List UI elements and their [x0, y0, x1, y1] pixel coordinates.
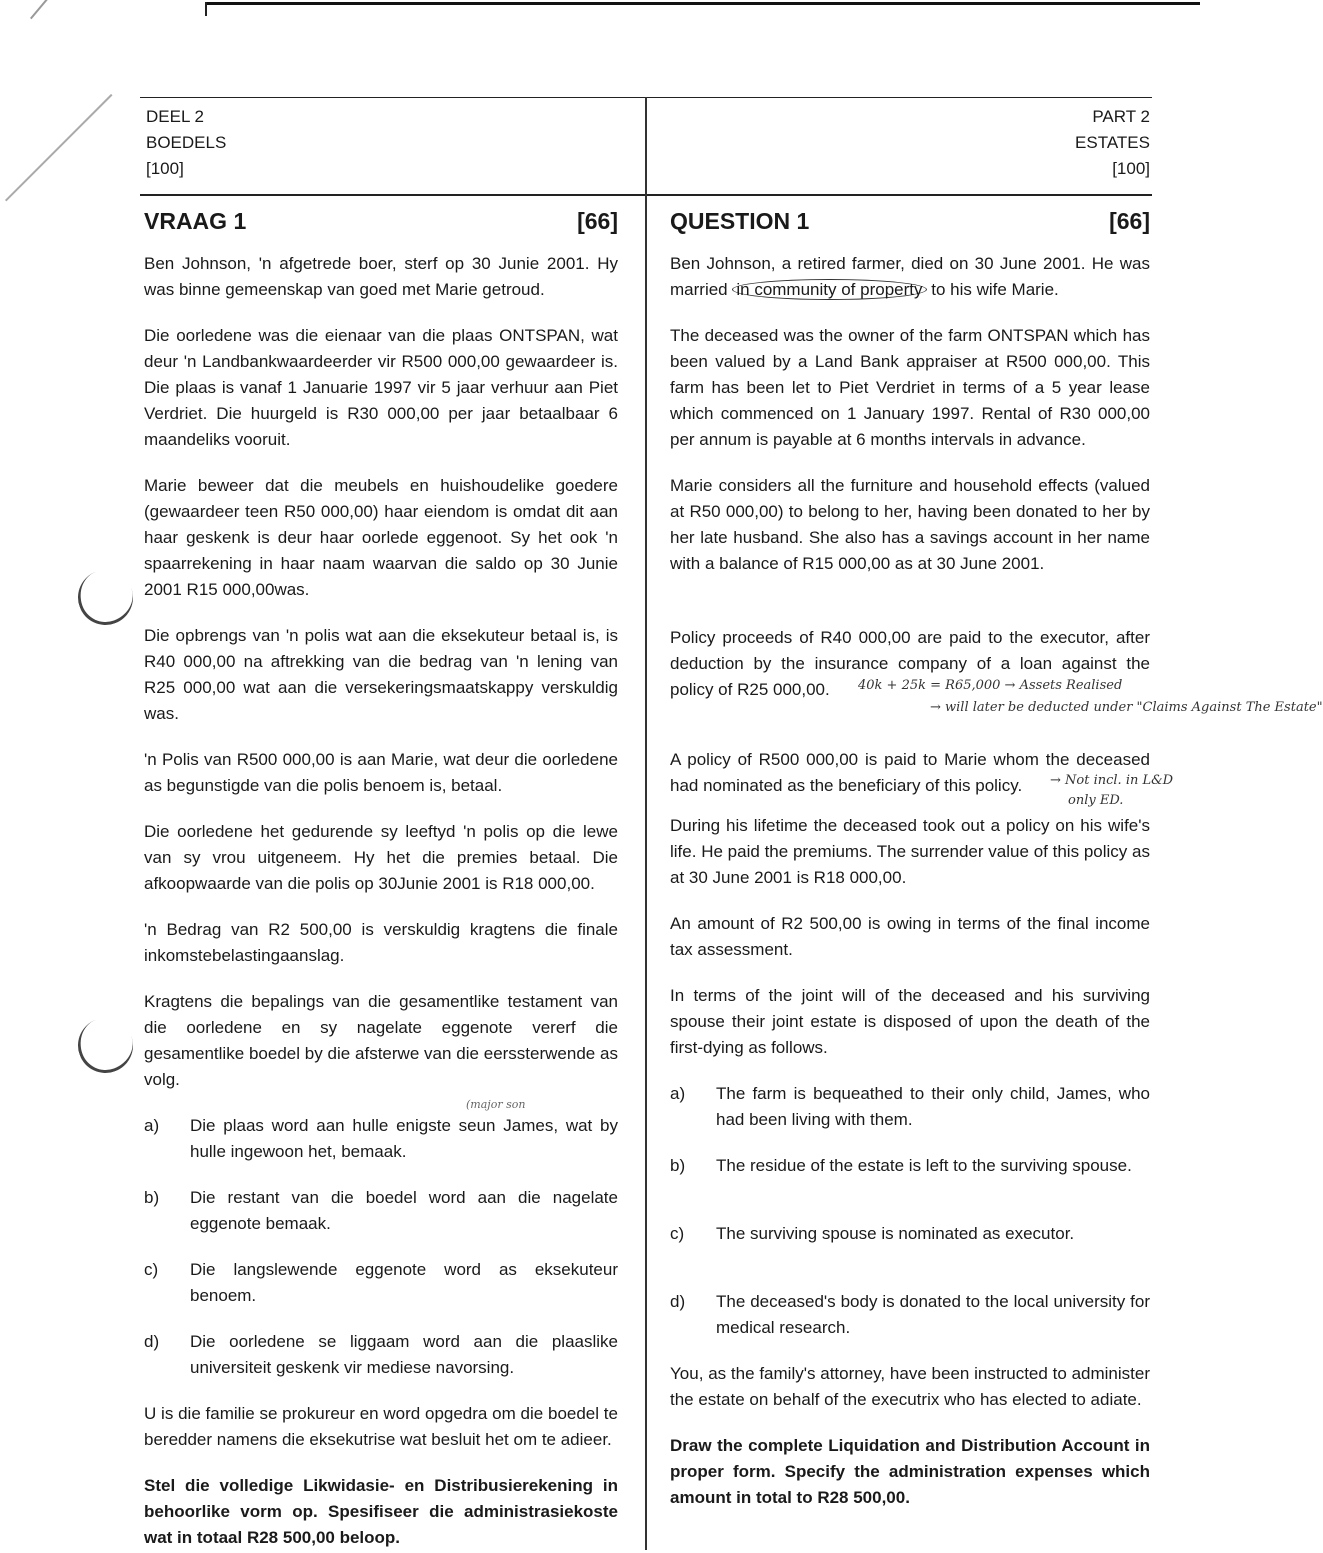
list-item: d) The deceased's body is donated to the local university for medical research. — [670, 1292, 1150, 1337]
paragraph: A policy of R500 000,00 is paid to Marie whom the deceased had nominated as the beneficiary of this policy. — [670, 750, 1150, 795]
bequest-list — [144, 1113, 618, 1381]
paragraph: Die oorledene het gedurende sy leeftyd 'n polis op die lewe van sy vrou uitgeneem. Hy het die premies betaal. Die afkoopwaarde van die polis op 30Junie 2001 is R18 000,00. — [144, 822, 618, 893]
paragraph: The deceased was the owner of the farm ONTSPAN which has been valued by a Land Bank appraiser at R500 000,00. This farm has been let to Piet Verdriet in terms of a 5 year lease which commenced on 1 January 1997. Rental of R30 000,00 per annum is payable at 6 months intervals in advance. — [670, 326, 1150, 449]
paragraph: Die oorledene was die eienaar van die plaas ONTSPAN, wat deur 'n Landbankwaardeerder vir R500 000,00 gewaardeer is. Die plaas is vanaf 1 Januarie 1997 vir 5 jaar verhuur aan Piet Verdriet. Die huurgeld is R30 000,00 per jaar betaalbaar 6 maandeliks vooruit. — [144, 326, 618, 449]
instruction: Draw the complete Liquidation and Distribution Account in proper form. Specify the administration expenses which amount in total to R28 500,00. — [670, 1436, 1150, 1507]
list-item: c) Die langslewende eggenote word as eksekuteur benoem. — [144, 1260, 618, 1305]
paragraph: Ben Johnson, 'n afgetrede boer, sterf op 30 Junie 2001. Hy was binne gemeenskap van goed met Marie getroud. — [144, 254, 618, 299]
handwritten-note: (major son — [466, 1098, 526, 1111]
marks-label: [100] — [1112, 159, 1150, 178]
question-title: VRAAG 1 — [144, 208, 247, 234]
bequest-list — [670, 1081, 1150, 1341]
paragraph: Ben Johnson, a retired farmer, died on 30 June 2001. He was married in community of property to his wife Marie. — [670, 254, 1150, 299]
paragraph: Marie beweer dat die meubels en huishoudelike goedere (gewaardeer teen R50 000,00) haar eiendom is omdat dit aan haar geskenk is deur haar oorlede eggenoot. Sy het ook 'n spaarrekening in haar naam waarvan die saldo op 30 Junie 2001 R15 000,00was. — [144, 476, 618, 599]
page-fold-line-2 — [5, 94, 112, 201]
handwritten-note: → Not incl. in L&D — [1050, 773, 1174, 788]
column-divider — [645, 97, 647, 1550]
question-marks: [66] — [577, 208, 618, 234]
part-label: DEEL 2 — [146, 107, 204, 126]
marks-label: [100] — [146, 159, 184, 178]
paragraph: In terms of the joint will of the deceased and his surviving spouse their joint estate is disposed of upon the death of the first-dying as follows. — [670, 986, 1150, 1057]
question-heading — [144, 208, 618, 235]
paragraph: Die opbrengs van 'n polis wat aan die eksekuteur betaal is, is R40 000,00 na aftrekking van die bedrag van 'n lening van R25 000,00 wat aan die versekeringsmaatskappy verskuldig was. — [144, 626, 618, 723]
punch-hole-mark — [70, 562, 140, 632]
list-item: b) Die restant van die boedel word aan die nagelate eggenote bemaak. — [144, 1188, 618, 1233]
header-right — [1075, 104, 1150, 182]
handwritten-note: 40k + 25k = R65,000 → Assets Realised — [858, 678, 1123, 693]
page-fold-line — [30, 0, 179, 19]
top-tick — [205, 2, 207, 16]
english-column — [670, 208, 1150, 1511]
handwritten-note: only ED. — [1068, 793, 1124, 808]
section-label: ESTATES — [1075, 133, 1150, 152]
list-item: a) The farm is bequeathed to their only child, James, who had been living with them. — [670, 1084, 1150, 1129]
paragraph: 'n Polis van R500 000,00 is aan Marie, wat deur die oorledene as begunstigde van die polis benoem is, betaal. — [144, 750, 618, 795]
circled-phrase: in community of property — [732, 279, 926, 300]
punch-hole-mark — [70, 1010, 140, 1080]
question-title: QUESTION 1 — [670, 208, 810, 234]
list-item: d) Die oorledene se liggaam word aan die plaaslike universiteit geskenk vir mediese navorsing. — [144, 1332, 618, 1377]
paragraph: Policy proceeds of R40 000,00 are paid to the executor, after deduction by the insurance company of a loan against the policy of R25 000,00. — [670, 628, 1150, 699]
list-item: a) Die plaas word aan hulle enigste seun James, wat by hulle ingewoon het, bemaak. — [144, 1116, 618, 1161]
paragraph: An amount of R2 500,00 is owing in terms of the final income tax assessment. — [670, 914, 1150, 959]
question-marks: [66] — [1109, 208, 1150, 234]
paragraph: Marie considers all the furniture and household effects (valued at R50 000,00) to belong to her, having been donated to her by her late husband. She also has a savings account in her name with a balance of R15 000,00 as at 30 June 2001. — [670, 476, 1150, 573]
closing-paragraph: You, as the family's attorney, have been instructed to administer the estate on behalf of the executrix who has elected to adiate. — [670, 1364, 1150, 1409]
part-label: PART 2 — [1092, 107, 1150, 126]
instruction: Stel die volledige Likwidasie- en Distribusierekening in behoorlike vorm op. Spesifiseer die administrasiekoste wat in totaal R28 500,00 beloop. — [144, 1476, 618, 1547]
afrikaans-column — [144, 208, 618, 1551]
handwritten-note: → will later be deducted under "Claims Against The Estate" — [930, 700, 1323, 715]
closing-paragraph: U is die familie se prokureur en word opgedra om die boedel te beredder namens die eksekutrise wat besluit het om te adieer. — [144, 1404, 618, 1449]
header-left — [146, 104, 226, 182]
list-item: c) The surviving spouse is nominated as executor. — [670, 1224, 1075, 1243]
paragraph: 'n Bedrag van R2 500,00 is verskuldig kragtens die finale inkomstebelastingaanslag. — [144, 920, 618, 965]
paragraph: Kragtens die bepalings van die gesamentlike testament van die oorledene en sy nagelate eggenote vererf die gesamentlike boedel by die afsterwe van die eerssterwende as volg. — [144, 992, 618, 1089]
question-heading — [670, 208, 1150, 235]
top-rule — [205, 2, 1200, 5]
paragraph: During his lifetime the deceased took out a policy on his wife's life. He paid the premiums. The surrender value of this policy as at 30 June 2001 is R18 000,00. — [670, 816, 1150, 887]
list-item: b) The residue of the estate is left to the surviving spouse. — [670, 1156, 1132, 1175]
section-label: BOEDELS — [146, 133, 227, 152]
